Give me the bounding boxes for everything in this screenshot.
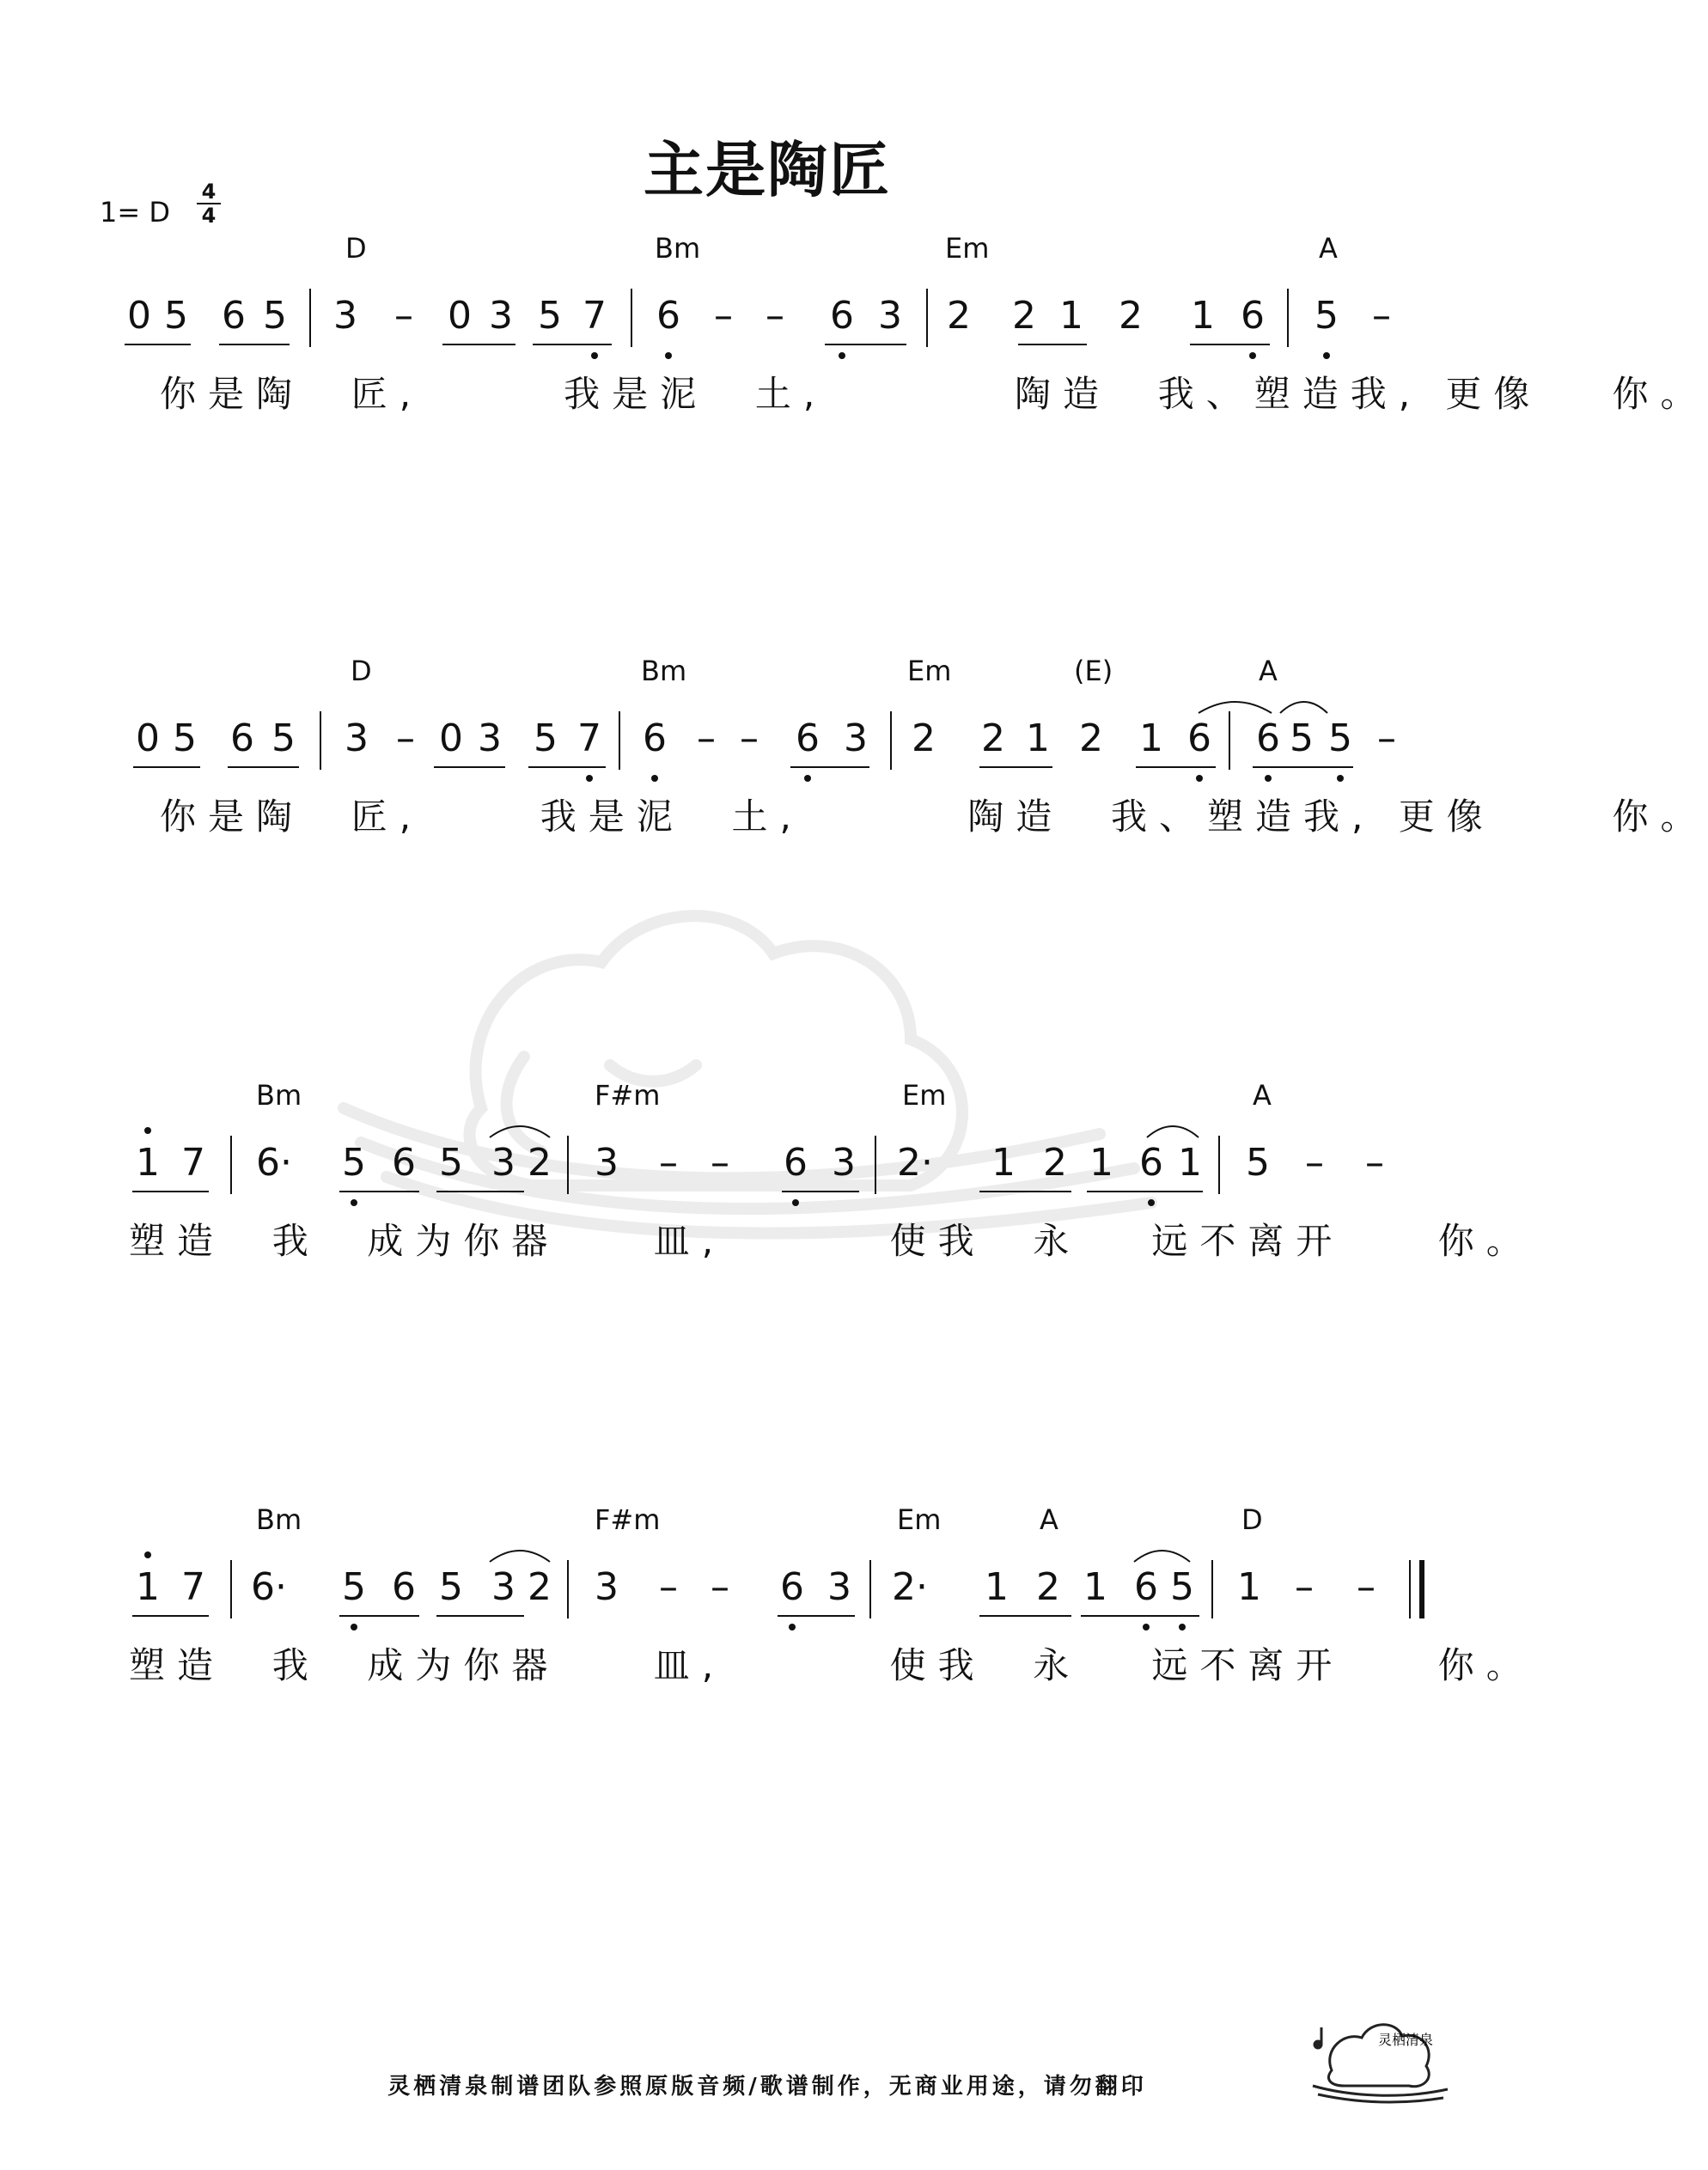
note-dash: – (1365, 1141, 1384, 1185)
note-digit: 2 (1119, 294, 1143, 338)
note-underline (790, 766, 869, 768)
note-underline (125, 344, 191, 345)
note-digit: 0 (127, 294, 151, 338)
note-digit: 2 (1079, 716, 1103, 760)
note-digit: 6 (643, 716, 667, 760)
barline (875, 1136, 876, 1194)
barline (1229, 711, 1230, 770)
note-digit: 3 (827, 1565, 851, 1609)
note-digit: 2· (897, 1141, 933, 1185)
chord-symbol: D (1241, 1503, 1263, 1536)
note-digit: 6 (222, 294, 246, 338)
note-digit: 6 (784, 1141, 808, 1185)
note-dash: – (1305, 1141, 1324, 1185)
note-underline (825, 344, 906, 345)
octave-dot (1337, 775, 1344, 782)
note-digit: 5 (1290, 716, 1314, 760)
note-digit: 0 (136, 716, 160, 760)
chord-symbol: A (1253, 1079, 1272, 1112)
chord-symbol: A (1259, 655, 1278, 687)
note-underline (782, 1191, 859, 1192)
note-digit: 1 (136, 1141, 160, 1185)
note-underline (979, 1191, 1071, 1192)
slur-mark (485, 1115, 554, 1141)
barline (567, 1560, 569, 1618)
slur-mark (1130, 1539, 1194, 1565)
song-title: 主是陶匠 (644, 135, 891, 205)
note-digit: 7 (583, 294, 607, 338)
octave-dot (351, 1199, 357, 1206)
chord-symbol: Em (897, 1503, 942, 1536)
note-digit: 1 (1083, 1565, 1107, 1609)
chord-symbol: Em (907, 655, 952, 687)
octave-dot (1148, 1199, 1155, 1206)
note-digit: 2 (528, 1141, 552, 1185)
note-digit: 6 (230, 716, 254, 760)
note-dash: – (394, 294, 413, 338)
note-underline (436, 1191, 524, 1192)
note-digit: 6 (1256, 716, 1280, 760)
chord-symbol: F#m (595, 1503, 661, 1536)
note-digit: 7 (577, 716, 601, 760)
note-underline (979, 1615, 1071, 1617)
sheep-logo-icon (1306, 2010, 1452, 2105)
note-underline (339, 1191, 419, 1192)
chord-symbol: Em (945, 232, 990, 265)
octave-dot (651, 775, 658, 782)
note-digit: 6 (1139, 1141, 1163, 1185)
note-underline (434, 766, 505, 768)
chord-symbol: A (1040, 1503, 1058, 1536)
lyrics-line: 塑造 我 成为你器 皿, 使我 永 远不离开 你。 (129, 1644, 1534, 1686)
note-digit: 6 (830, 294, 854, 338)
note-digit: 6· (251, 1565, 287, 1609)
barline (230, 1560, 232, 1618)
chord-symbol: Bm (256, 1503, 302, 1536)
note-digit: 1 (1178, 1141, 1202, 1185)
final-barline (1409, 1560, 1411, 1618)
note-digit: 7 (181, 1565, 205, 1609)
note-dash: – (659, 1565, 678, 1609)
note-digit: 6 (392, 1141, 416, 1185)
note-digit: 3 (878, 294, 902, 338)
note-digit: 1 (136, 1565, 160, 1609)
note-digit: 6 (656, 294, 680, 338)
time-signature-bottom: 4 (201, 204, 217, 228)
note-digit: 3 (345, 716, 369, 760)
note-dash: – (766, 294, 784, 338)
note-digit: 7 (181, 1141, 205, 1185)
note-underline (1018, 344, 1087, 345)
note-digit: 5 (534, 716, 558, 760)
octave-dot (792, 1199, 799, 1206)
note-underline (442, 344, 515, 345)
note-digit: 3 (832, 1141, 856, 1185)
time-signature-top: 4 (201, 180, 217, 204)
chord-symbol: Bm (256, 1079, 302, 1112)
slur-mark (485, 1539, 554, 1565)
octave-dot (351, 1624, 357, 1631)
note-digit: 5 (271, 716, 296, 760)
note-underline (132, 1615, 209, 1617)
barline (309, 289, 311, 347)
note-digit: 5 (1328, 716, 1352, 760)
barline (567, 1136, 569, 1194)
note-digit: 6· (256, 1141, 292, 1185)
note-digit: 3 (333, 294, 357, 338)
chord-symbol: (E) (1074, 655, 1113, 687)
barline (631, 289, 632, 347)
note-dash: – (697, 716, 716, 760)
chord-symbol: D (351, 655, 372, 687)
sheep-watermark-icon (326, 850, 1186, 1246)
note-digit: 5 (439, 1565, 463, 1609)
note-digit: 2 (981, 716, 1005, 760)
note-digit: 1 (1191, 294, 1215, 338)
note-digit: 2· (892, 1565, 928, 1609)
barline (320, 711, 321, 770)
final-barline (1419, 1560, 1424, 1618)
note-dash: – (711, 1565, 729, 1609)
chord-symbol: D (345, 232, 367, 265)
note-digit: 6 (1241, 294, 1265, 338)
note-underline (1087, 1191, 1203, 1192)
octave-dot (1323, 352, 1330, 359)
octave-dot (1196, 775, 1203, 782)
note-underline (132, 1191, 209, 1192)
barline (1218, 1136, 1220, 1194)
slur-mark (1194, 691, 1276, 716)
chord-symbol: Bm (655, 232, 701, 265)
note-digit: 6 (1134, 1565, 1158, 1609)
note-dash: – (396, 716, 415, 760)
note-digit: 5 (1246, 1141, 1270, 1185)
note-digit: 3 (489, 294, 513, 338)
note-digit: 3 (595, 1141, 619, 1185)
octave-dot (591, 352, 598, 359)
note-digit: 3 (844, 716, 868, 760)
note-dash: – (1295, 1565, 1314, 1609)
note-digit: 2 (947, 294, 971, 338)
note-digit: 5 (342, 1565, 366, 1609)
chord-symbol: Em (902, 1079, 947, 1112)
note-digit: 5 (263, 294, 287, 338)
barline (926, 289, 928, 347)
logo-text: 灵栖清泉 (1378, 2032, 1434, 2048)
barline (1211, 1560, 1213, 1618)
note-underline (533, 344, 612, 345)
barline (869, 1560, 871, 1618)
note-digit: 6 (796, 716, 820, 760)
note-dash: – (714, 294, 733, 338)
chord-symbol: A (1319, 232, 1338, 265)
note-digit: 1 (1059, 294, 1083, 338)
note-digit: 0 (439, 716, 463, 760)
barline (890, 711, 892, 770)
note-underline (1081, 1615, 1167, 1617)
note-digit: 3 (491, 1141, 515, 1185)
note-underline (979, 766, 1052, 768)
note-dash: – (1377, 716, 1396, 760)
note-digit: 2 (1012, 294, 1036, 338)
note-digit: 5 (164, 294, 188, 338)
note-digit: 1 (1089, 1141, 1113, 1185)
note-digit: 2 (1036, 1565, 1060, 1609)
note-digit: 0 (448, 294, 472, 338)
chord-symbol: F#m (595, 1079, 661, 1112)
note-digit: 6 (1187, 716, 1211, 760)
note-digit: 1 (985, 1565, 1009, 1609)
note-digit: 5 (342, 1141, 366, 1185)
note-digit: 2 (912, 716, 936, 760)
barline (1287, 289, 1289, 347)
note-dash: – (711, 1141, 729, 1185)
note-digit: 5 (1170, 1565, 1194, 1609)
chord-symbol: Bm (641, 655, 687, 687)
note-dash: – (1372, 294, 1391, 338)
note-underline (1136, 766, 1216, 768)
octave-dot (586, 775, 593, 782)
note-underline (1190, 344, 1270, 345)
barline (230, 1136, 232, 1194)
note-underline (133, 766, 200, 768)
octave-dot (1143, 1624, 1150, 1631)
note-digit: 3 (491, 1565, 515, 1609)
octave-dot (1179, 1624, 1186, 1631)
note-digit: 2 (1043, 1141, 1067, 1185)
octave-dot (839, 352, 845, 359)
time-signature (194, 180, 223, 227)
note-digit: 3 (478, 716, 502, 760)
note-digit: 5 (439, 1141, 463, 1185)
note-underline (1253, 766, 1353, 768)
footer-note: 灵栖清泉制谱团队参照原版音频/歌谱制作，无商业用途，请勿翻印 (387, 2074, 1147, 2100)
note-underline (436, 1615, 524, 1617)
note-digit: 5 (173, 716, 197, 760)
note-digit: 3 (595, 1565, 619, 1609)
note-underline (778, 1615, 855, 1617)
note-digit: 5 (538, 294, 562, 338)
note-dash: – (659, 1141, 678, 1185)
octave-dot (1249, 352, 1256, 359)
note-digit: 1 (1026, 716, 1050, 760)
octave-dot (665, 352, 672, 359)
note-digit: 6 (392, 1565, 416, 1609)
slur-mark (1276, 691, 1332, 716)
octave-dot (144, 1127, 151, 1134)
note-digit: 6 (780, 1565, 804, 1609)
octave-dot (789, 1624, 796, 1631)
lyrics-line: 你是陶 匠, 我是泥 土, 陶造 我、塑造我, 更像 你。 (160, 795, 1708, 838)
slur-mark (1143, 1115, 1203, 1141)
note-dash: – (740, 716, 759, 760)
note-digit: 1 (1237, 1565, 1261, 1609)
lyrics-line: 你是陶 匠, 我是泥 土, 陶造 我、塑造我, 更像 你。 (160, 373, 1708, 415)
note-underline (1167, 1615, 1199, 1617)
note-underline (339, 1615, 419, 1617)
note-underline (528, 766, 606, 768)
note-digit: 5 (1315, 294, 1339, 338)
octave-dot (804, 775, 811, 782)
octave-dot (144, 1551, 151, 1558)
key-signature: 1= D (100, 196, 170, 229)
note-digit: 1 (1139, 716, 1163, 760)
note-underline (219, 344, 290, 345)
note-digit: 2 (528, 1565, 552, 1609)
note-dash: – (1357, 1565, 1376, 1609)
barline (619, 711, 620, 770)
octave-dot (1265, 775, 1272, 782)
note-digit: 1 (991, 1141, 1016, 1185)
lyrics-line: 塑造 我 成为你器 皿, 使我 永 远不离开 你。 (129, 1220, 1534, 1262)
note-underline (228, 766, 299, 768)
